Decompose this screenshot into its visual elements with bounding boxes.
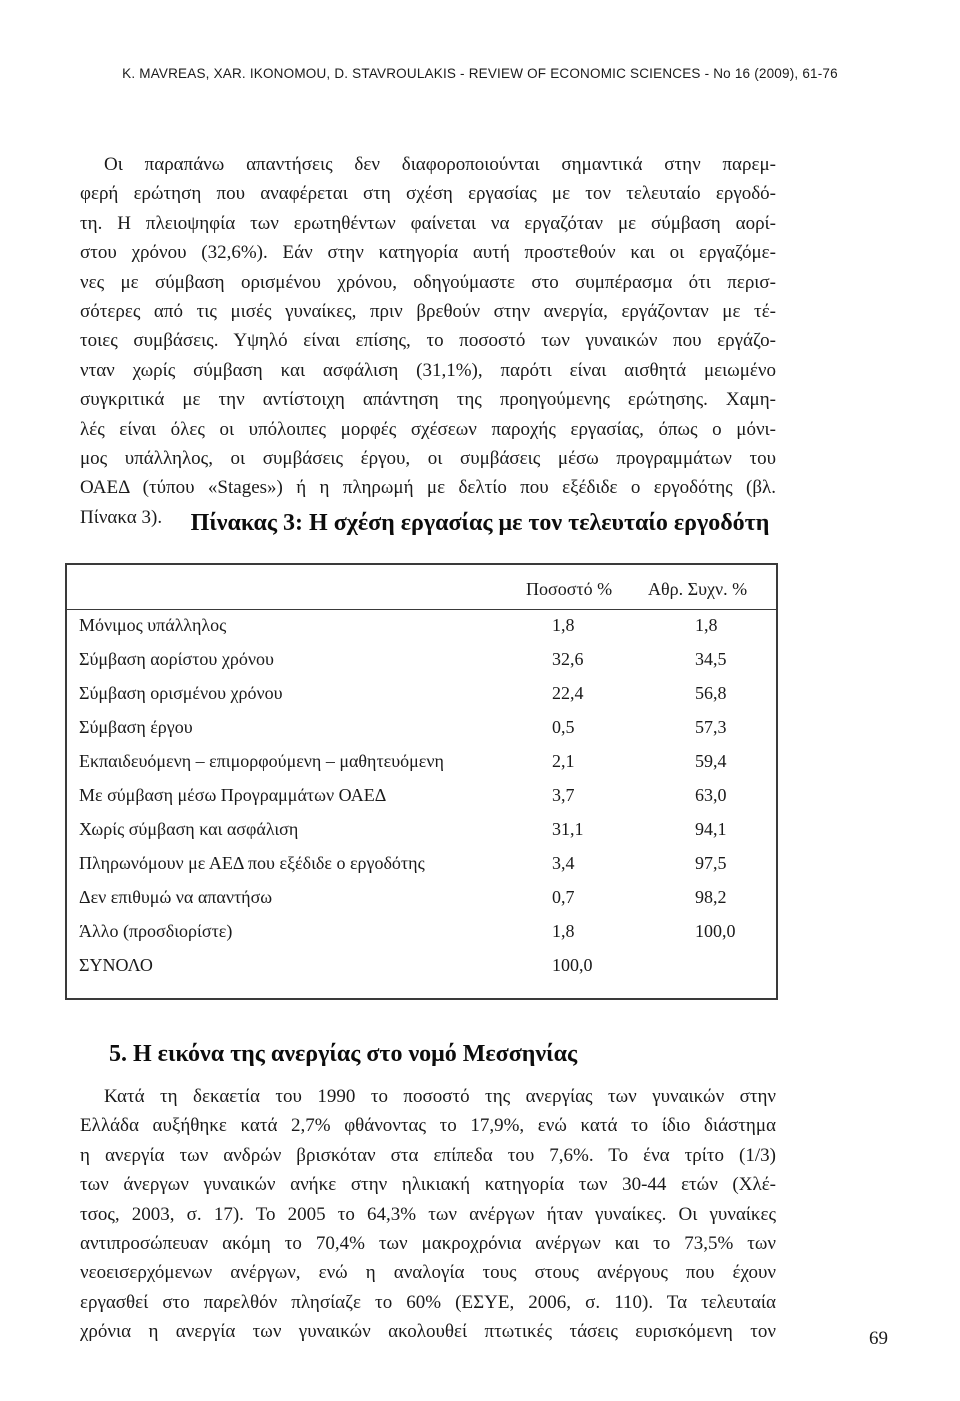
header-divider bbox=[67, 609, 776, 610]
cumulative-value: 94,1 bbox=[695, 819, 727, 839]
cumulative-value: 56,8 bbox=[695, 683, 727, 703]
text-line: συγκριτικά με την αντίστοιχη απάντηση της προηγούμενης ερώτησης. Χαμη- bbox=[80, 389, 776, 411]
percent-value: 31,1 bbox=[552, 819, 584, 839]
col-header-cumulative: Αθρ. Συχν. % bbox=[648, 579, 748, 599]
percent-value: 1,8 bbox=[552, 921, 575, 941]
text-line: νεοεισερχόμενων ανέργων, ενώ η αναλογία τους στους ανέργους που έχουν bbox=[80, 1262, 776, 1284]
text-line: Οι παραπάνω απαντήσεις δεν διαφοροποιούνται σημαντικά στην παρεμ- bbox=[104, 154, 776, 175]
row-label: Άλλο (προσδιορίστε) bbox=[79, 921, 233, 941]
text-line: τσος, 2003, σ. 17). Το 2005 το 64,3% των ανέργων ήταν γυναίκες. Οι γυναίκες bbox=[80, 1203, 776, 1225]
section-heading: 5. Η εικόνα της ανεργίας στο νομό Μεσσηνίας bbox=[109, 1041, 578, 1067]
percent-value: 0,5 bbox=[552, 717, 575, 737]
row-label: Μόνιμος υπάλληλος bbox=[79, 615, 227, 635]
data-table bbox=[65, 563, 778, 1000]
cumulative-value: 97,5 bbox=[695, 853, 727, 873]
percent-value: 3,7 bbox=[552, 785, 575, 805]
row-label: Εκπαιδευόμενη – επιμορφούμενη – μαθητευόμενη bbox=[79, 751, 444, 771]
table-title: Πίνακας 3: Η σχέση εργασίας με τον τελευταίο εργοδότη bbox=[190, 510, 770, 536]
cumulative-value: 63,0 bbox=[695, 785, 727, 805]
percent-value: 100,0 bbox=[552, 955, 593, 975]
text-line: Ελλάδα αυξήθηκε κατά 2,7% φθάνοντας το 17,9%, ενώ κατά το ίδιο διάστημα bbox=[80, 1115, 776, 1137]
cumulative-value: 59,4 bbox=[695, 751, 727, 771]
percent-value: 32,6 bbox=[552, 649, 584, 669]
cumulative-value: 57,3 bbox=[695, 717, 727, 737]
page-number: 69 bbox=[869, 1328, 888, 1349]
text-line: στου χρόνου (32,6%). Εάν στην κατηγορία αυτή προστεθούν και οι εργαζόμε- bbox=[80, 242, 776, 264]
cumulative-value: 98,2 bbox=[695, 887, 727, 907]
text-line: η ανεργία των ανδρών βρισκόταν στα επίπεδα του 7,6%. Το ένα τρίτο (1/3) bbox=[80, 1144, 776, 1166]
text-line: τοιες συμβάσεις. Υψηλό είναι επίσης, το ποσοστό των γυναικών που εργάζο- bbox=[80, 330, 776, 352]
table-row bbox=[67, 647, 776, 673]
text-line: Πίνακα 3). bbox=[80, 506, 163, 528]
table-row bbox=[67, 715, 776, 741]
text-line: εργασθεί στο παρελθόν πλησίαζε το 60% (ΕΣΥΕ, 2006, σ. 110). Τα τελευταία bbox=[80, 1291, 776, 1313]
text-line: Κατά τη δεκαετία του 1990 το ποσοστό της ανεργίας των γυναικών στην bbox=[104, 1086, 776, 1107]
body-paragraph-1 bbox=[80, 150, 776, 532]
text-line: τη. Η πλειοψηφία των ερωτηθέντων φαίνεται να εργαζόταν με σύμβαση αορί- bbox=[80, 212, 776, 234]
percent-value: 1,8 bbox=[552, 615, 575, 635]
table-row bbox=[67, 919, 776, 945]
text-line: σότερες από τις μισές γυναίκες, πριν βρεθούν στην ανεργία, εργάζονταν με τέ- bbox=[80, 301, 776, 323]
table-row bbox=[67, 817, 776, 843]
cumulative-value: 34,5 bbox=[695, 649, 727, 669]
cumulative-value: 100,0 bbox=[695, 921, 736, 941]
row-label: Σύμβαση έργου bbox=[79, 717, 193, 737]
text-line: νες με σύμβαση ορισμένου χρόνου, οδηγούμαστε στο συμπέρασμα ότι περισ- bbox=[80, 271, 776, 293]
table-row bbox=[67, 749, 776, 775]
text-line: νταν χωρίς σύμβαση και ασφάλιση (31,1%), παρότι είναι αισθητά μειωμένο bbox=[80, 359, 776, 381]
text-line: φερή ερώτηση που αναφέρεται στη σχέση εργασίας με τον τελευταίο εργοδό- bbox=[80, 183, 776, 205]
body-paragraph-2 bbox=[80, 1082, 776, 1347]
row-label: Σύμβαση ορισμένου χρόνου bbox=[79, 683, 283, 703]
row-label: Με σύμβαση μέσω Προγραμμάτων ΟΑΕΔ bbox=[79, 785, 387, 805]
running-header: K. MAVREAS, XAR. IKONOMOU, D. STAVROULAKIS - REVIEW OF ECONOMIC SCIENCES - No 16 (2009), 61-76 bbox=[122, 66, 838, 81]
text-line: χρόνια η ανεργία των γυναικών ακολουθεί πτωτικές τάσεις ευρισκόμενη τον bbox=[80, 1321, 776, 1343]
table-row bbox=[67, 783, 776, 809]
cumulative-value: 1,8 bbox=[695, 615, 718, 635]
text-line: αντιπροσώπευαν ακόμη το 70,4% των μακροχρόνια ανέργων και το 73,5% των bbox=[80, 1233, 776, 1255]
text-line: ΟΑΕΔ (τύπου «Stages») ή η πληρωμή με δελτίο που εξέδιδε ο εργοδότης (βλ. bbox=[80, 477, 776, 499]
table-row bbox=[67, 851, 776, 877]
text-line: μος υπάλληλος, οι συμβάσεις έργου, οι συμβάσεις μέσω προγραμμάτων του bbox=[80, 448, 776, 470]
percent-value: 0,7 bbox=[552, 887, 575, 907]
percent-value: 3,4 bbox=[552, 853, 575, 873]
col-header-percent: Ποσοστό % bbox=[526, 579, 613, 599]
table-row bbox=[67, 613, 776, 639]
text-line: λές είναι όλες οι υπόλοιπες μορφές σχέσεων παροχής εργασίας, όπως ο μόνι- bbox=[80, 418, 776, 440]
table-row bbox=[67, 885, 776, 911]
row-label: ΣΥΝΟΛΟ bbox=[79, 955, 153, 975]
table-header-row bbox=[67, 565, 776, 609]
row-label: Δεν επιθυμώ να απαντήσω bbox=[79, 887, 273, 907]
percent-value: 22,4 bbox=[552, 683, 584, 703]
table-row-total bbox=[67, 953, 776, 979]
row-label: Σύμβαση αορίστου χρόνου bbox=[79, 649, 274, 669]
text-line: των άνεργων γυναικών ανήκε στην ηλικιακή κατηγορία των 30-44 ετών (Χλέ- bbox=[80, 1174, 776, 1196]
table-row bbox=[67, 681, 776, 707]
row-label: Χωρίς σύμβαση και ασφάλιση bbox=[79, 819, 299, 839]
percent-value: 2,1 bbox=[552, 751, 575, 771]
row-label: Πληρωνόμουν με ΑΕΔ που εξέδιδε ο εργοδότης bbox=[79, 853, 425, 873]
